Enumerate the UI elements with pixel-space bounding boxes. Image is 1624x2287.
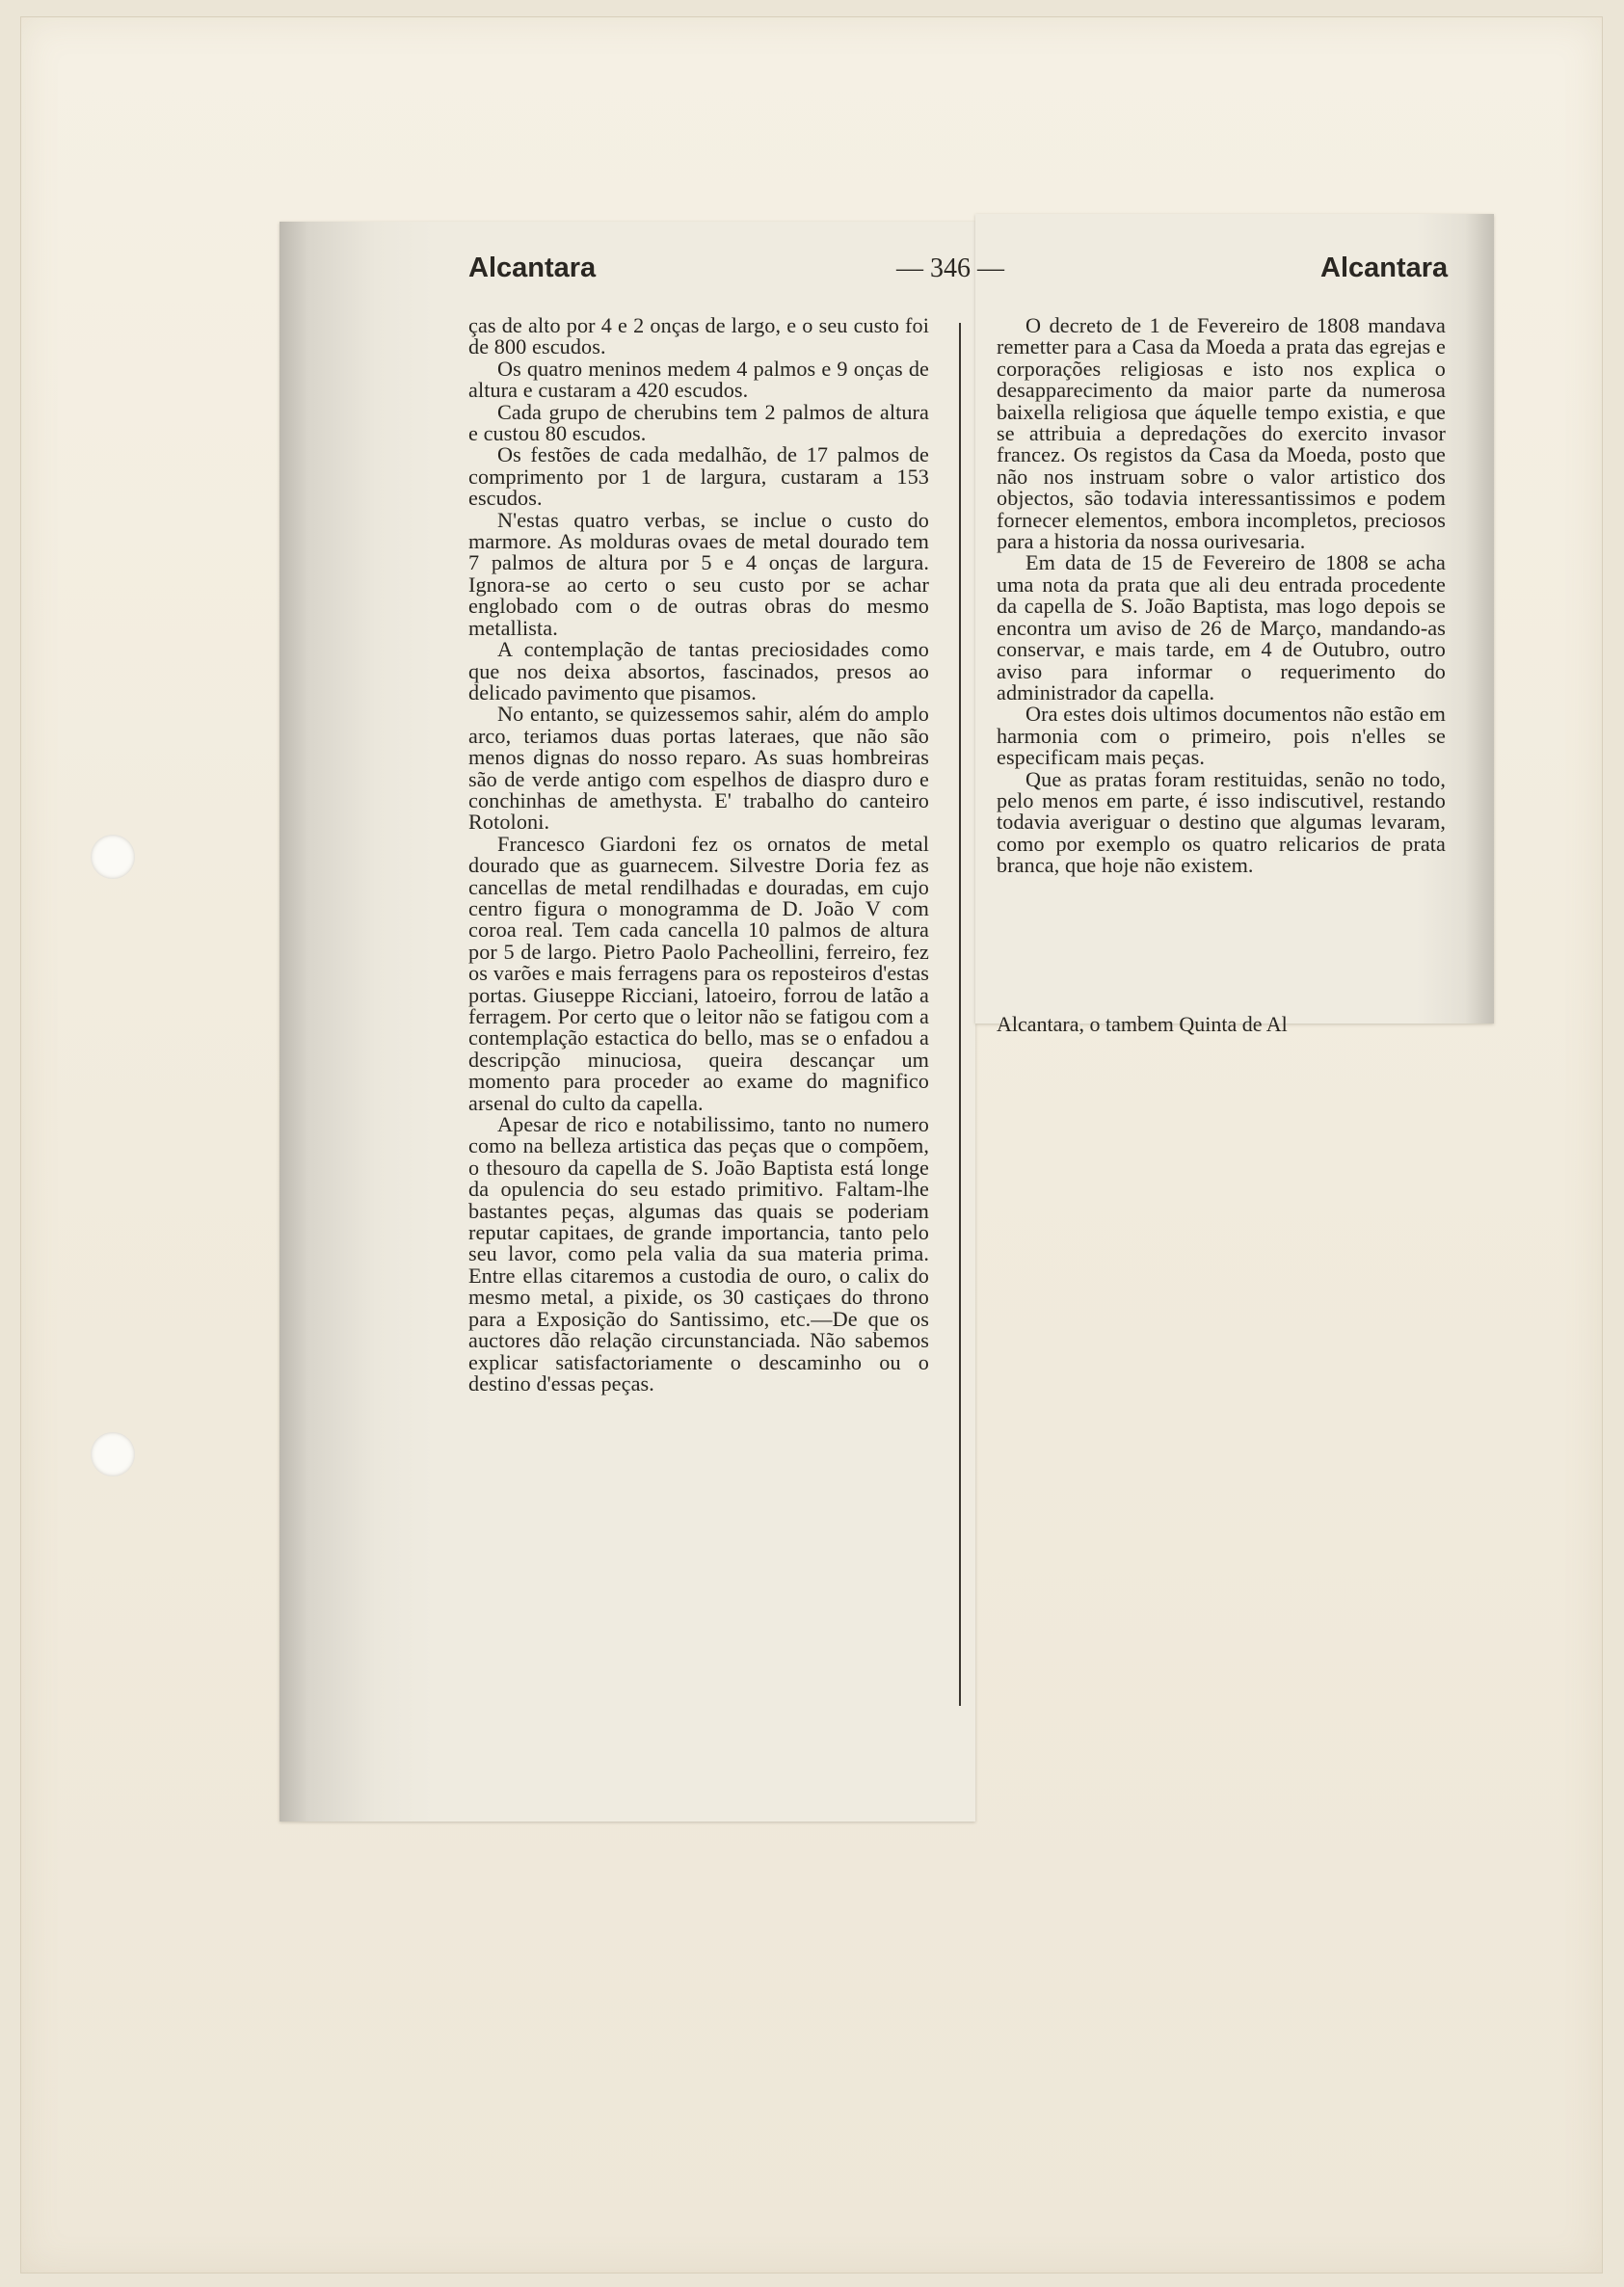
paragraph: Em data de 15 de Fevereiro de 1808 se acha uma nota da prata que ali deu entrada procedente da capella de S. João Baptista, mas logo depois se encontra um aviso de 26 de Março, mandando-as conservar, e mais tarde, em 4 de Outubro, outro aviso para informar o requerimento do administrador da capella. (997, 550, 1446, 705)
column-rule (959, 323, 961, 1706)
paragraph: Francesco Giardoni fez os ornatos de metal dourado que as guarnecem. Silvestre Doria fez as cancellas de metal rendilhadas e douradas, em cujo centro figura o monogramma de D. João V com coroa real. Tem cada cancella 10 palmos de altura por 5 de largo. Pietro Paolo Pacheollini, ferreiro, fez os varões e mais ferragens para os reposteiros d'estas portas. Giuseppe Ricciani, latoeiro, forrou de latão a ferragem. Por certo que o leitor não se fatigou com a contemplação estactica do bello, mas se o enfadou a descripção minuciosa, queira descançar um momento para proceder ao exame do magnifico arsenal do culto da capella. (468, 831, 929, 1115)
paragraph: Apesar de rico e notabilissimo, tanto no numero como na belleza artistica das peças que o compõem, o thesouro da capella de S. João Baptista está longe da opulencia do seu estado primitivo. Faltam-lhe bastantes peças, algumas das quais se poderiam reputar capitaes, de grande importancia, tanto pelo seu lavor, como pela valia da sua materia prima. Entre ellas citaremos a custodia de ouro, o calix do mesmo metal, a pixide, os 30 castiçaes do throno para a Exposição do Santissimo, etc.—De que os auctores dão relação circunstanciada. Não sabemos explicar satisfactoriamente o descaminho ou o destino d'essas peças. (468, 1112, 929, 1396)
punch-hole-bottom (91, 1432, 135, 1476)
paragraph: Que as pratas foram restituidas, senão no todo, pelo menos em parte, é isso indiscutivel, restando todavia averiguar o destino que algumas levaram, como por exemplo os quatro relicarios de prata branca, que hoje não existem. (997, 766, 1446, 878)
paragraph: O decreto de 1 de Fevereiro de 1808 mandava remetter para a Casa da Moeda a prata das egrejas e corporações religiosas e isto nos explica o desapparecimento da maior parte da numerosa baixella religiosa que áquelle tempo existia, e que se attribuia a depredações do exercito invasor francez. Os registos da Casa da Moeda, posto que não nos instruam sobre o valor artistico dos objectos, são todavia interessantissimos e podem fornecer elementos, embora incompletos, preciosos para a historia da nossa ourivesaria. (997, 313, 1446, 554)
paragraph: ças de alto por 4 e 2 onças de largo, e o seu custo foi de 800 escudos. (468, 313, 929, 359)
paragraph: Os festões de cada medalhão, de 17 palmos de comprimento por 1 de largura, custaram a 153 escudos. (468, 442, 929, 511)
page-number: — 346 — (896, 253, 1004, 283)
punch-hole-top (91, 835, 135, 879)
running-head-right: Alcantara (1320, 253, 1449, 283)
paragraph: A contemplação de tantas preciosidades como que nos deixa absortos, fascinados, presos ao delicado pavimento que pisamos. (468, 637, 929, 705)
paragraph: Cada grupo de cherubins tem 2 palmos de altura e custou 80 escudos. (468, 399, 929, 446)
right-column (997, 315, 1446, 877)
left-column (468, 315, 929, 1395)
cut-off-line (997, 1014, 1446, 1024)
running-head-left: Alcantara (468, 253, 597, 283)
paragraph: No entanto, se quizessemos sahir, além do amplo arco, teriamos duas portas lateraes, que não são menos dignas do nosso reparo. As suas hombreiras são de verde antigo com espelhos de diaspro duro e conchinhas de amethysta. E' trabalho do canteiro Rotoloni. (468, 702, 929, 835)
paragraph: N'estas quatro verbas, se inclue o custo do marmore. As molduras ovaes de metal dourado tem 7 palmos de altura por 5 e 4 onças de largura. Ignora-se ao certo o seu custo por se achar englobado com o de outras obras do mesmo metallista. (468, 507, 929, 640)
paragraph: Os quatro meninos medem 4 palmos e 9 onças de altura e custaram a 420 escudos. (468, 356, 929, 403)
paragraph: Ora estes dois ultimos documentos não estão em harmonia com o primeiro, pois n'elles se especificam mais peças. (997, 702, 1446, 770)
